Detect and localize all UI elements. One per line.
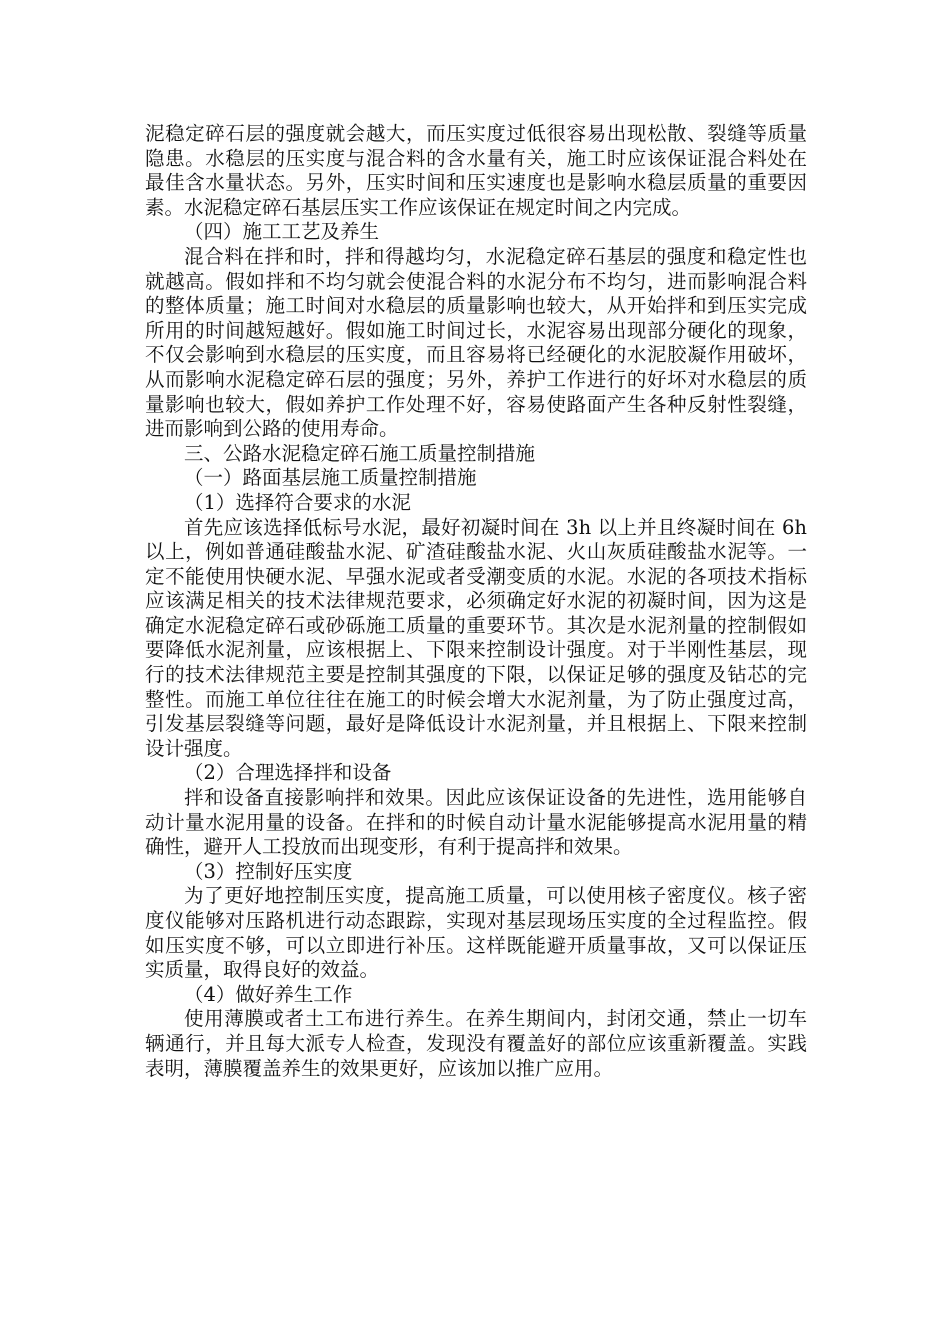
item-heading-compaction: （3）控制好压实度: [184, 859, 353, 883]
paragraph-cement: 首先应该选择低标号水泥，最好初凝时间在 3h 以上并且终凝时间在 6h 以上，例如普通硅酸盐水泥、矿渣硅酸盐水泥、火山灰质硅酸盐水泥等。一定不能使用快硬水泥、早强水泥或者受潮变质的水泥。水泥的各项技术指标应该满足相关的技术法律规范要求，必须确定好水泥的初凝时间，因为这是确定水泥稳定碎石或砂砾施工质量的重要环节。其次是水泥剂量的控制假如要降低水泥剂量，应该根据上、下限来控制设计强度。对于半刚性基层，现行的技术法律规范主要是控制其强度的下限，以保证足够的强度及钻芯的完整性。而施工单位往往在施工的时候会增大水泥剂量，为了防止强度过高，引发基层裂缝等问题，最好是降低设计水泥剂量，并且根据上、下限来控制设计强度。: [145, 515, 807, 760]
paragraph-compaction: 为了更好地控制压实度，提高施工质量，可以使用核子密度仪。核子密度仪能够对压路机进行动态跟踪，实现对基层现场压实度的全过程监控。假如压实度不够，可以立即进行补压。这样既能避开质量事故，又可以保证压实质量，取得良好的效益。: [145, 884, 807, 982]
paragraph-mixing: 混合料在拌和时，拌和得越均匀，水泥稳定碎石基层的强度和稳定性也就越高。假如拌和不均匀就会使混合料的水泥分布不均匀，进而影响混合料的整体质量；施工时间对水稳层的质量影响也较大，从开始拌和到压实完成所用的时间越短越好。假如施工时间过长，水泥容易出现部分硬化的现象，不仅会影响到水稳层的压实度，而且容易将已经硬化的水泥胶凝作用破坏，从而影响水泥稳定碎石层的强度；另外，养护工作进行的好坏对水稳层的质量影响也较大，假如养护工作处理不好，容易使路面产生各种反射性裂缝，进而影响到公路的使用寿命。: [145, 244, 807, 441]
section-heading-quality-control: 三、公路水泥稳定碎石施工质量控制措施: [184, 441, 536, 465]
paragraph-mixing-equipment: 拌和设备直接影响拌和效果。因此应该保证设备的先进性，选用能够自动计量水泥用量的设备。在拌和的时候自动计量水泥能够提高水泥用量的精确性，避开人工投放而出现变形，有利于提高拌和效果。: [145, 786, 807, 859]
item-heading-mixing-equipment: （2）合理选择拌和设备: [184, 761, 392, 785]
item-heading-cement: （1）选择符合要求的水泥: [184, 490, 411, 514]
paragraph-curing: 使用薄膜或者土工布进行养生。在养生期间内，封闭交通，禁止一切车辆通行，并且每大派专人检查，发现没有覆盖好的部位应该重新覆盖。实践表明，薄膜覆盖养生的效果更好，应该加以推广应用。: [145, 1007, 807, 1080]
section-heading-construction-process: （四）施工工艺及养生: [184, 220, 380, 244]
paragraph-continued: 泥稳定碎石层的强度就会越大，而压实度过低很容易出现松散、裂缝等质量隐患。水稳层的压实度与混合料的含水量有关，施工时应该保证混合料处在最佳含水量状态。另外，压实时间和压实速度也是影响水稳层质量的重要因素。水泥稳定碎石基层压实工作应该保证在规定时间之内完成。: [145, 122, 807, 219]
subsection-heading-base-layer: （一）路面基层施工质量控制措施: [184, 466, 477, 490]
document-body: [145, 122, 807, 1081]
item-heading-curing: （4）做好养生工作: [184, 982, 353, 1006]
